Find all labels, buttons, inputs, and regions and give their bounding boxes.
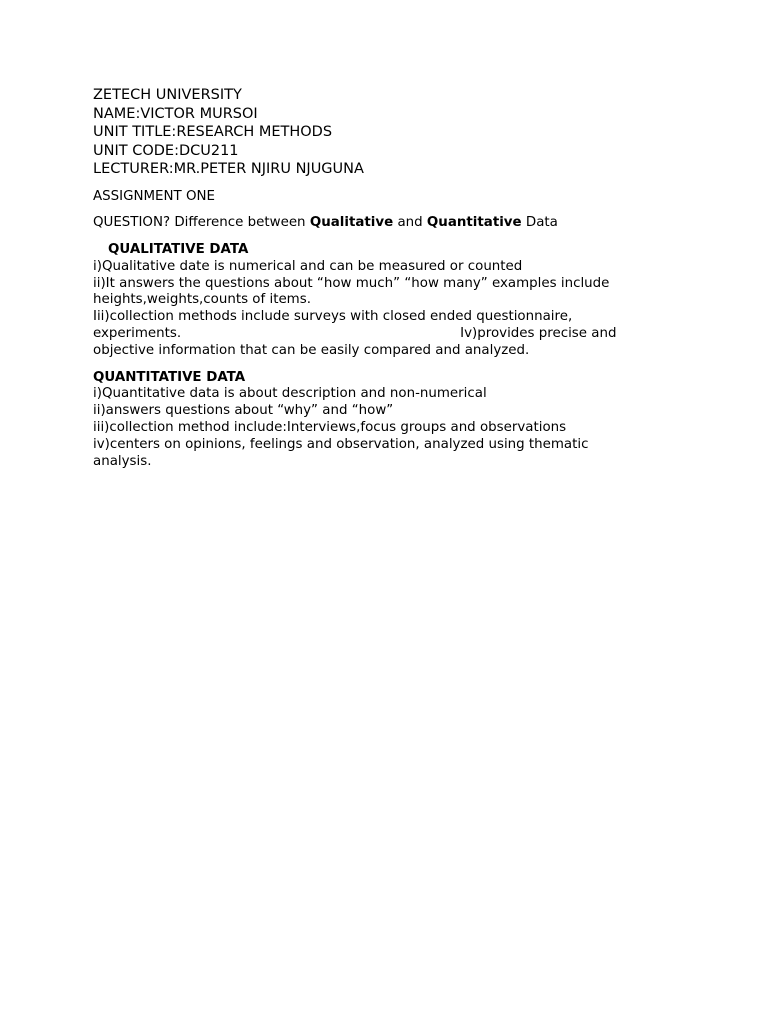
student-name: NAME:VICTOR MURSOI — [93, 105, 258, 122]
question-suffix: Data — [521, 215, 558, 231]
quantitative-heading: QUANTITATIVE DATA — [93, 369, 246, 385]
question-prefix: QUESTION? Difference between — [93, 215, 310, 231]
assignment-title: ASSIGNMENT ONE — [93, 188, 215, 204]
question-term-qualitative: Qualitative — [309, 215, 394, 231]
qualitative-item-3-4-line — [93, 326, 653, 343]
qualitative-item-1: i)Qualitative date is numerical and can be measured or counted — [93, 258, 523, 274]
unit-title: UNIT TITLE:RESEARCH METHODS — [93, 124, 333, 140]
quantitative-section — [93, 386, 653, 470]
qualitative-item-3-line-1: Iii)collection methods include surveys with closed ended questionnaire, — [93, 309, 573, 325]
qualitative-item-2-line-2: heights,weights,counts of items. — [93, 292, 311, 308]
qualitative-section — [93, 259, 653, 360]
qualitative-item-2-line-1: ii)It answers the questions about “how much” “how many” examples include — [93, 275, 610, 291]
question-term-quantitative: Quantitative — [426, 215, 522, 231]
unit-code: UNIT CODE:DCU211 — [93, 142, 239, 159]
qualitative-item-3-line-2: experiments. — [93, 326, 182, 342]
question-middle: and — [393, 215, 427, 231]
quantitative-item-1: i)Quantitative data is about description and non-numerical — [93, 386, 487, 402]
document-page — [93, 86, 653, 470]
quantitative-item-2: ii)answers questions about “why” and “how” — [93, 403, 394, 419]
quantitative-item-3: iii)collection method include:Interviews,focus groups and observations — [93, 420, 567, 436]
university-name: ZETECH UNIVERSITY — [93, 87, 242, 103]
lecturer-name: LECTURER:MR.PETER NJIRU NJUGUNA — [93, 161, 364, 177]
qualitative-item-4-line-2: objective information that can be easily compared and analyzed. — [93, 342, 530, 358]
quantitative-item-4-line-2: analysis. — [93, 453, 152, 469]
qualitative-heading: QUALITATIVE DATA — [108, 242, 249, 258]
qualitative-item-4-line-1: Iv)provides precise and — [460, 326, 617, 342]
quantitative-item-4-line-1: iv)centers on opinions, feelings and observation, analyzed using thematic — [93, 436, 589, 452]
header-block — [93, 86, 653, 179]
question-line — [93, 215, 653, 232]
